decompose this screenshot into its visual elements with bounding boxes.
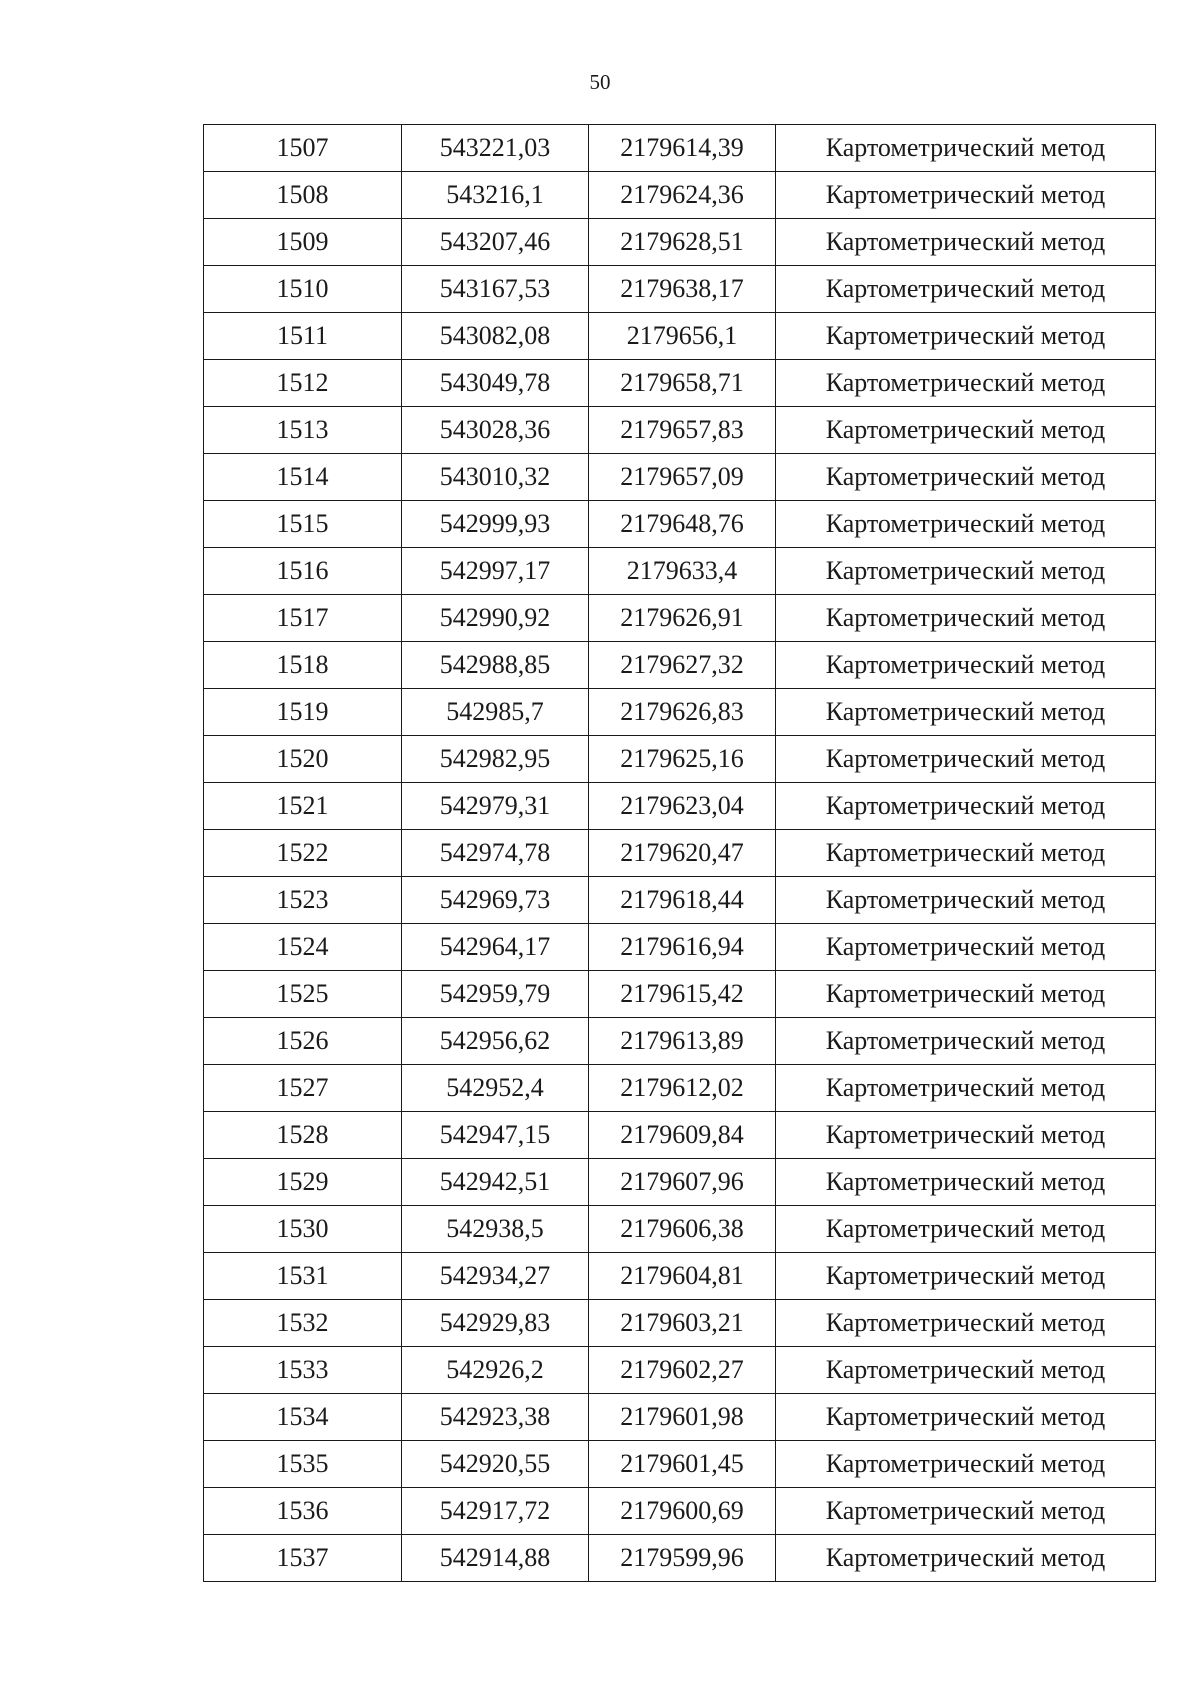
point-number-cell: 1526 (204, 1018, 402, 1065)
method-cell: Картометрический метод (776, 877, 1156, 924)
method-cell: Картометрический метод (776, 1488, 1156, 1535)
method-cell: Картометрический метод (776, 1347, 1156, 1394)
method-cell: Картометрический метод (776, 1206, 1156, 1253)
x-coordinate-cell: 542938,5 (402, 1206, 589, 1253)
point-number-cell: 1513 (204, 407, 402, 454)
point-number-cell: 1533 (204, 1347, 402, 1394)
table-row (204, 877, 1156, 924)
table-row (204, 407, 1156, 454)
x-coordinate-cell: 542999,93 (402, 501, 589, 548)
table-row (204, 172, 1156, 219)
y-coordinate-cell: 2179657,09 (589, 454, 776, 501)
point-number-cell: 1524 (204, 924, 402, 971)
point-number-cell: 1531 (204, 1253, 402, 1300)
table-row (204, 1441, 1156, 1488)
method-cell: Картометрический метод (776, 1065, 1156, 1112)
method-cell: Картометрический метод (776, 736, 1156, 783)
point-number-cell: 1537 (204, 1535, 402, 1582)
table-row (204, 1112, 1156, 1159)
method-cell: Картометрический метод (776, 1112, 1156, 1159)
x-coordinate-cell: 543221,03 (402, 125, 589, 172)
method-cell: Картометрический метод (776, 689, 1156, 736)
y-coordinate-cell: 2179615,42 (589, 971, 776, 1018)
y-coordinate-cell: 2179626,83 (589, 689, 776, 736)
table-row (204, 1159, 1156, 1206)
method-cell: Картометрический метод (776, 1253, 1156, 1300)
x-coordinate-cell: 542974,78 (402, 830, 589, 877)
x-coordinate-cell: 542926,2 (402, 1347, 589, 1394)
method-cell: Картометрический метод (776, 548, 1156, 595)
table-row (204, 1300, 1156, 1347)
point-number-cell: 1523 (204, 877, 402, 924)
table-row (204, 924, 1156, 971)
point-number-cell: 1514 (204, 454, 402, 501)
point-number-cell: 1511 (204, 313, 402, 360)
table-row (204, 1018, 1156, 1065)
x-coordinate-cell: 542942,51 (402, 1159, 589, 1206)
point-number-cell: 1521 (204, 783, 402, 830)
y-coordinate-cell: 2179626,91 (589, 595, 776, 642)
x-coordinate-cell: 542952,4 (402, 1065, 589, 1112)
point-number-cell: 1529 (204, 1159, 402, 1206)
x-coordinate-cell: 542997,17 (402, 548, 589, 595)
y-coordinate-cell: 2179599,96 (589, 1535, 776, 1582)
table-row (204, 454, 1156, 501)
table-row (204, 642, 1156, 689)
method-cell: Картометрический метод (776, 1159, 1156, 1206)
x-coordinate-cell: 542982,95 (402, 736, 589, 783)
x-coordinate-cell: 543216,1 (402, 172, 589, 219)
y-coordinate-cell: 2179656,1 (589, 313, 776, 360)
table-row (204, 125, 1156, 172)
y-coordinate-cell: 2179638,17 (589, 266, 776, 313)
y-coordinate-cell: 2179633,4 (589, 548, 776, 595)
x-coordinate-cell: 543049,78 (402, 360, 589, 407)
table-row (204, 1535, 1156, 1582)
point-number-cell: 1525 (204, 971, 402, 1018)
x-coordinate-cell: 543028,36 (402, 407, 589, 454)
y-coordinate-cell: 2179614,39 (589, 125, 776, 172)
y-coordinate-cell: 2179603,21 (589, 1300, 776, 1347)
x-coordinate-cell: 543207,46 (402, 219, 589, 266)
y-coordinate-cell: 2179616,94 (589, 924, 776, 971)
y-coordinate-cell: 2179648,76 (589, 501, 776, 548)
y-coordinate-cell: 2179623,04 (589, 783, 776, 830)
method-cell: Картометрический метод (776, 407, 1156, 454)
point-number-cell: 1520 (204, 736, 402, 783)
y-coordinate-cell: 2179657,83 (589, 407, 776, 454)
x-coordinate-cell: 542929,83 (402, 1300, 589, 1347)
method-cell: Картометрический метод (776, 971, 1156, 1018)
y-coordinate-cell: 2179628,51 (589, 219, 776, 266)
table-row (204, 783, 1156, 830)
y-coordinate-cell: 2179609,84 (589, 1112, 776, 1159)
method-cell: Картометрический метод (776, 125, 1156, 172)
point-number-cell: 1532 (204, 1300, 402, 1347)
point-number-cell: 1534 (204, 1394, 402, 1441)
table-row (204, 595, 1156, 642)
y-coordinate-cell: 2179658,71 (589, 360, 776, 407)
method-cell: Картометрический метод (776, 313, 1156, 360)
method-cell: Картометрический метод (776, 1535, 1156, 1582)
point-number-cell: 1515 (204, 501, 402, 548)
y-coordinate-cell: 2179602,27 (589, 1347, 776, 1394)
method-cell: Картометрический метод (776, 219, 1156, 266)
x-coordinate-cell: 542956,62 (402, 1018, 589, 1065)
table-row (204, 830, 1156, 877)
y-coordinate-cell: 2179604,81 (589, 1253, 776, 1300)
x-coordinate-cell: 542917,72 (402, 1488, 589, 1535)
page-number: 50 (589, 70, 611, 94)
y-coordinate-cell: 2179612,02 (589, 1065, 776, 1112)
table-row (204, 1065, 1156, 1112)
point-number-cell: 1536 (204, 1488, 402, 1535)
y-coordinate-cell: 2179624,36 (589, 172, 776, 219)
method-cell: Картометрический метод (776, 501, 1156, 548)
x-coordinate-cell: 542947,15 (402, 1112, 589, 1159)
point-number-cell: 1522 (204, 830, 402, 877)
method-cell: Картометрический метод (776, 1300, 1156, 1347)
point-number-cell: 1519 (204, 689, 402, 736)
y-coordinate-cell: 2179618,44 (589, 877, 776, 924)
table-row (204, 1206, 1156, 1253)
table-row (204, 548, 1156, 595)
y-coordinate-cell: 2179625,16 (589, 736, 776, 783)
point-number-cell: 1509 (204, 219, 402, 266)
table-row (204, 501, 1156, 548)
point-number-cell: 1510 (204, 266, 402, 313)
x-coordinate-cell: 543167,53 (402, 266, 589, 313)
method-cell: Картометрический метод (776, 924, 1156, 971)
x-coordinate-cell: 542934,27 (402, 1253, 589, 1300)
x-coordinate-cell: 542959,79 (402, 971, 589, 1018)
x-coordinate-cell: 542969,73 (402, 877, 589, 924)
method-cell: Картометрический метод (776, 1441, 1156, 1488)
method-cell: Картометрический метод (776, 266, 1156, 313)
table-row (204, 313, 1156, 360)
x-coordinate-cell: 542985,7 (402, 689, 589, 736)
method-cell: Картометрический метод (776, 1018, 1156, 1065)
point-number-cell: 1528 (204, 1112, 402, 1159)
y-coordinate-cell: 2179613,89 (589, 1018, 776, 1065)
coordinates-table-body (204, 125, 1156, 1582)
method-cell: Картометрический метод (776, 454, 1156, 501)
y-coordinate-cell: 2179601,45 (589, 1441, 776, 1488)
y-coordinate-cell: 2179606,38 (589, 1206, 776, 1253)
method-cell: Картометрический метод (776, 172, 1156, 219)
point-number-cell: 1507 (204, 125, 402, 172)
x-coordinate-cell: 542964,17 (402, 924, 589, 971)
y-coordinate-cell: 2179607,96 (589, 1159, 776, 1206)
point-number-cell: 1527 (204, 1065, 402, 1112)
table-row (204, 1347, 1156, 1394)
x-coordinate-cell: 542914,88 (402, 1535, 589, 1582)
y-coordinate-cell: 2179620,47 (589, 830, 776, 877)
table-row (204, 360, 1156, 407)
point-number-cell: 1508 (204, 172, 402, 219)
x-coordinate-cell: 542990,92 (402, 595, 589, 642)
x-coordinate-cell: 542988,85 (402, 642, 589, 689)
y-coordinate-cell: 2179601,98 (589, 1394, 776, 1441)
table-row (204, 971, 1156, 1018)
method-cell: Картометрический метод (776, 830, 1156, 877)
point-number-cell: 1530 (204, 1206, 402, 1253)
point-number-cell: 1512 (204, 360, 402, 407)
x-coordinate-cell: 543082,08 (402, 313, 589, 360)
x-coordinate-cell: 542923,38 (402, 1394, 589, 1441)
x-coordinate-cell: 542979,31 (402, 783, 589, 830)
point-number-cell: 1516 (204, 548, 402, 595)
coordinates-table (203, 124, 1156, 1582)
method-cell: Картометрический метод (776, 360, 1156, 407)
table-row (204, 1488, 1156, 1535)
table-row (204, 219, 1156, 266)
x-coordinate-cell: 543010,32 (402, 454, 589, 501)
point-number-cell: 1518 (204, 642, 402, 689)
table-row (204, 1394, 1156, 1441)
method-cell: Картометрический метод (776, 642, 1156, 689)
point-number-cell: 1517 (204, 595, 402, 642)
point-number-cell: 1535 (204, 1441, 402, 1488)
method-cell: Картометрический метод (776, 595, 1156, 642)
table-row (204, 689, 1156, 736)
y-coordinate-cell: 2179600,69 (589, 1488, 776, 1535)
table-row (204, 736, 1156, 783)
method-cell: Картометрический метод (776, 1394, 1156, 1441)
table-row (204, 266, 1156, 313)
y-coordinate-cell: 2179627,32 (589, 642, 776, 689)
table-row (204, 1253, 1156, 1300)
x-coordinate-cell: 542920,55 (402, 1441, 589, 1488)
method-cell: Картометрический метод (776, 783, 1156, 830)
